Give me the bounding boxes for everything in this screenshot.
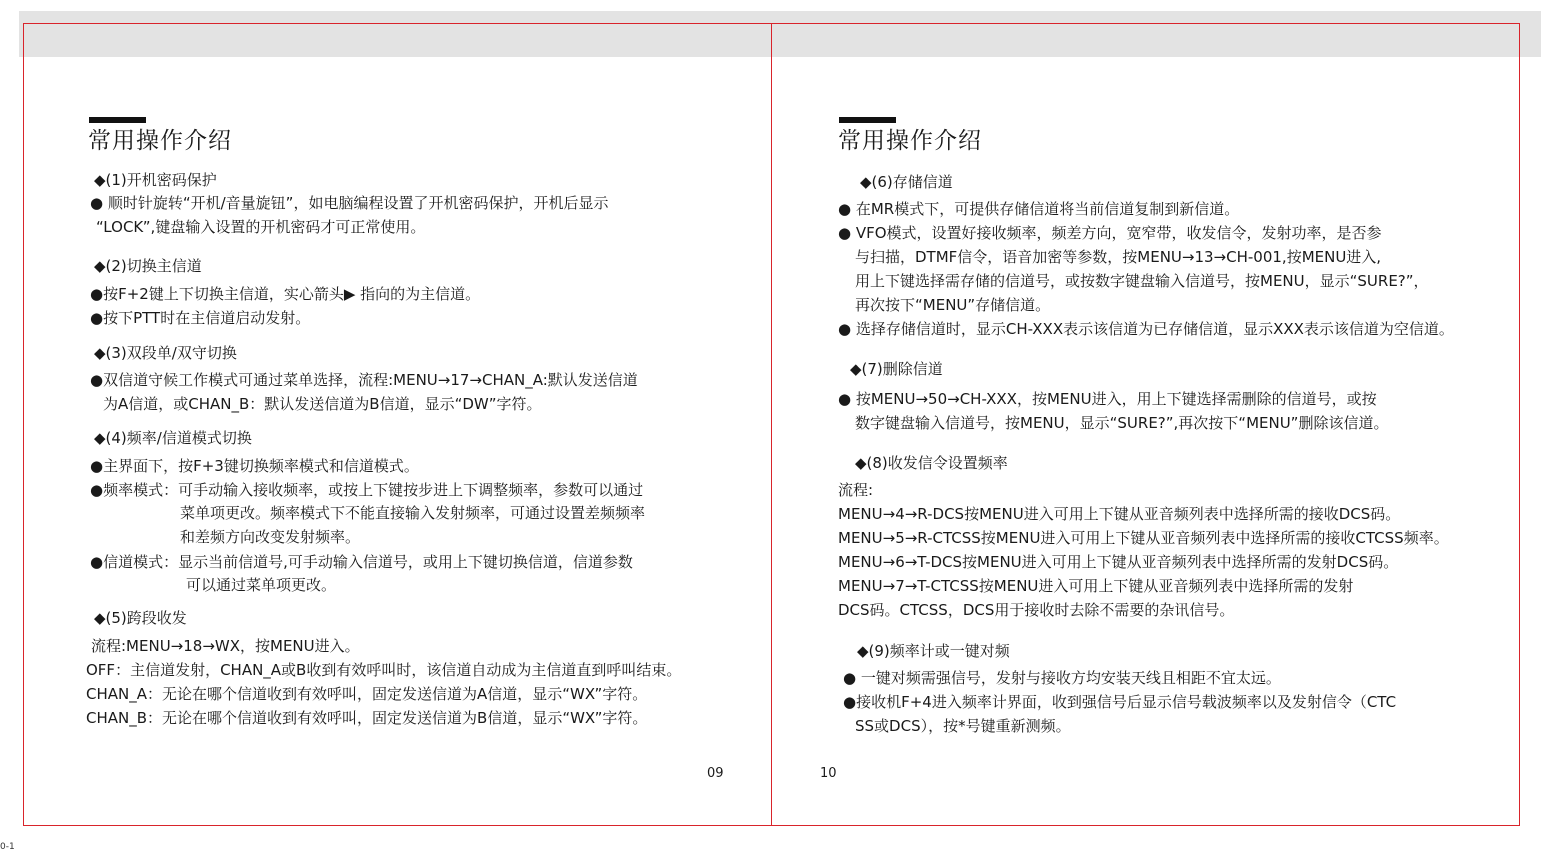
text-line: MENU→6→T-DCS按MENU进入可用上下键从亚音频列表中选择所需的发射DCS码。 (838, 553, 1399, 571)
text-line: SS或DCS），按*号键重新测频。 (855, 717, 1071, 735)
text-line: OFF：主信道发射，CHAN_A或B收到有效呼叫时，该信道自动成为主信道直到呼叫结束。 (86, 661, 682, 679)
text-line: ●接收机F+4进入频率计界面，收到强信号后显示信号载波频率以及发射信令（CTC (843, 693, 1397, 711)
text-line: 菜单项更改。频率模式下不能直接输入发射频率，可通过设置差频频率 (180, 504, 646, 522)
text-line: CHAN_A：无论在哪个信道收到有效呼叫，固定发送信道为A信道，显示“WX”字符。 (86, 685, 648, 703)
text-line: ● 选择存储信道时，显示CH-XXX表示该信道为已存储信道，显示XXX表示该信道为空信道。 (838, 320, 1454, 338)
text-line: 与扫描，DTMF信令，语音加密等参数，按MENU→13→CH-001,按MENU进入, (855, 248, 1382, 266)
text-line: MENU→5→R-CTCSS按MENU进入可用上下键从亚音频列表中选择所需的接收CTCSS频率。 (838, 529, 1449, 547)
section-heading: ◆(1)开机密码保护 (94, 171, 217, 189)
section-heading: ◆(6)存储信道 (860, 173, 953, 191)
text-line: 再次按下“MENU”存储信道。 (855, 296, 1051, 314)
text-line: 和差频方向改变发射频率。 (180, 528, 361, 546)
section-heading: ◆(9)频率计或一键对频 (857, 642, 1010, 660)
page-title: 常用操作介绍 (838, 128, 982, 154)
text-line: ● 在MR模式下，可提供存储信道将当前信道复制到新信道。 (838, 200, 1240, 218)
text-line: “LOCK”,键盘输入设置的开机密码才可正常使用。 (96, 218, 426, 236)
text-line: ●信道模式：显示当前信道号,可手动输入信道号，或用上下键切换信道，信道参数 (90, 553, 633, 571)
text-line: 为A信道，或CHAN_B：默认发送信道为B信道，显示“DW”字符。 (103, 395, 542, 413)
page-number: 10 (820, 766, 837, 781)
section-heading: ◆(3)双段单/双守切换 (94, 344, 237, 362)
text-line: ●按F+2键上下切换主信道，实心箭头▶ 指向的为主信道。 (90, 285, 481, 303)
text-line: ● 顺时针旋转“开机/音量旋钮”，如电脑编程设置了开机密码保护，开机后显示 (90, 194, 609, 212)
text-line: ●频率模式：可手动输入接收频率，或按上下键按步进上下调整频率，参数可以通过 (90, 481, 644, 499)
section-heading: ◆(4)频率/信道模式切换 (94, 429, 252, 447)
section-heading: ◆(7)删除信道 (850, 360, 943, 378)
section-heading: ◆(5)跨段收发 (94, 609, 187, 627)
text-line: DCS码。CTCSS，DCS用于接收时去除不需要的杂讯信号。 (838, 601, 1235, 619)
text-line: CHAN_B：无论在哪个信道收到有效呼叫，固定发送信道为B信道，显示“WX”字符。 (86, 709, 648, 727)
text-line: ● 按MENU→50→CH-XXX，按MENU进入，用上下键选择需删除的信道号，或按 (838, 390, 1377, 408)
page-title: 常用操作介绍 (88, 128, 232, 154)
text-line: MENU→7→T-CTCSS按MENU进入可用上下键从亚音频列表中选择所需的发射 (838, 577, 1354, 595)
text-line: 可以通过菜单项更改。 (186, 576, 337, 594)
page-number: 09 (707, 766, 724, 781)
page-spine (771, 23, 772, 826)
text-line: ●双信道守候工作模式可通过菜单选择，流程:MENU→17→CHAN_A:默认发送信道 (90, 371, 638, 389)
text-line: 流程:MENU→18→WX，按MENU进入。 (91, 637, 360, 655)
text-line: MENU→4→R-DCS按MENU进入可用上下键从亚音频列表中选择所需的接收DCS码。 (838, 505, 1401, 523)
text-line: 流程: (838, 481, 874, 499)
text-line: 数字键盘输入信道号，按MENU，显示“SURE?”,再次按下“MENU”删除该信道。 (855, 414, 1389, 432)
section-heading: ◆(2)切换主信道 (94, 257, 202, 275)
text-line: ●主界面下，按F+3键切换频率模式和信道模式。 (90, 457, 419, 475)
section-heading: ◆(8)收发信令设置频率 (855, 454, 1008, 472)
text-line: ● VFO模式，设置好接收频率，频差方向，宽窄带，收发信令，发射功率，是否参 (838, 224, 1382, 242)
corner-mark: 0-1 (0, 842, 15, 852)
text-line: 用上下键选择需存储的信道号，或按数字键盘输入信道号，按MENU，显示“SURE?”， (855, 272, 1429, 290)
text-line: ● 一键对频需强信号，发射与接收方均安装天线且相距不宜太远。 (843, 669, 1281, 687)
text-line: ●按下PTT时在主信道启动发射。 (90, 309, 311, 327)
